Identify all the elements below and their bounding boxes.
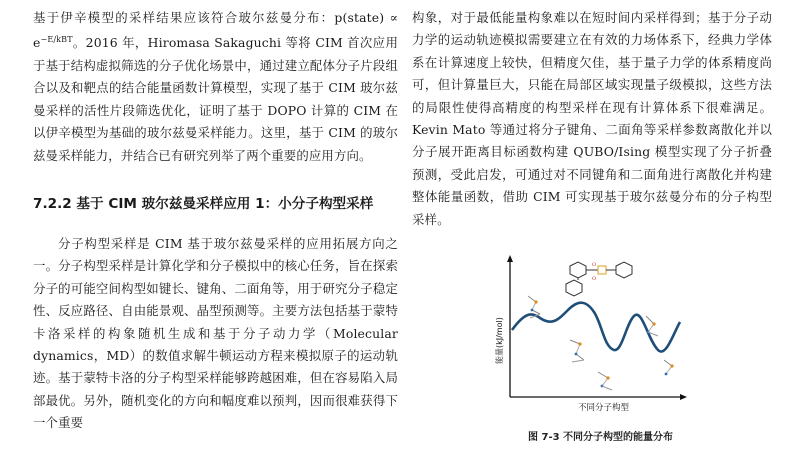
energy-figure xyxy=(470,252,690,412)
x-axis-arrow xyxy=(680,394,687,400)
para1-rest: 。2016 年，Hiromasa Sakaguchi 等将 CIM 首次应用于基于结构虚拟筛选的分子优化场景中，通过建立配体分子片段组合以及和靶点的结合能量函数计算模型，实现了基于 CIM 玻尔兹曼采样的活性片段筛选优化，证明了基于 DOPO 计算的 CIM 在以伊辛模型为基础的玻尔兹曼采样能力。这里，基于 CIM 的玻尔兹曼采样能力，并结合已有研究列举了两个重要的应用方向。 xyxy=(33,35,398,163)
y-axis-arrow xyxy=(507,255,513,262)
molecule-structure-icon xyxy=(566,262,632,296)
y-axis-label: 能量(kJ/mol) xyxy=(495,317,504,364)
svg-text:O: O xyxy=(592,276,597,282)
x-axis-label: 不同分子构型 xyxy=(578,403,630,412)
para1-line1: 基于伊辛模型的采样结果应该符合玻尔兹曼分布：p(state) ∝ xyxy=(33,10,398,25)
section-heading: 7.2.2 基于 CIM 玻尔兹曼采样应用 1：小分子构型采样 xyxy=(33,195,374,212)
paragraph-boltzmann: 基于伊辛模型的采样结果应该符合玻尔兹曼分布：p(state) ∝ $e^{-E/kBT}$。2016 年，Hiromasa Sakaguchi 等将 CIM 首次应用于基于结构虚拟筛选的分子优化场景中，通过建立配体分子片段组合以及和靶点的结合能量函数计算模型，实现了基于 CIM 玻尔兹曼采样的活性片段筛选优化，证明了基于 DOPO 计算的 CIM 在以伊辛模型为基础的玻尔兹曼采样能力。这里，基于 CIM 的玻尔兹曼采样能力，并结合已有研究列举了两个重要的应用方向。 xyxy=(33,10,398,163)
svg-text:O: O xyxy=(592,262,597,268)
energy-curve xyxy=(512,303,680,352)
right-column xyxy=(412,0,772,231)
exponent: −E/kBT xyxy=(40,35,73,45)
paragraph-conformation: 分子构型采样是 CIM 基于玻尔兹曼采样的应用拓展方向之一。分子构型采样是计算化学和分子模拟中的核心任务，旨在探索分子的可能空间构型如键长、键角、二面角等，用于研究分子稳定性、反应路径、自由能景观、晶型预测等。主要方法包括基于蒙特卡洛采样的构象随机生成和基于分子动力学（Molecular dynamics，MD）的数值求解牛顿运动方程来模拟原子的运动轨迹。基于蒙特卡洛的分子构型采样能够跨越困难，但在容易陷入局部最优。另外，随机变化的方向和幅度难以预判，因而很难获得下一个重要 xyxy=(33,235,398,431)
figure-caption: 图 7-3 不同分子构型的能量分布 xyxy=(528,432,674,443)
left-column xyxy=(33,0,398,435)
paragraph-md-limitations: 构象，对于最低能量构象难以在短时间内采样得到；基于分子动力学的运动轨迹模拟需要建立在有效的力场体系下，经典力学体系在计算速度上较快，但精度欠佳，基于量子力学的体系精度尚可，但计算量巨大，只能在局部区域实现量子级模拟，这些方法的局限性使得高精度的构型采样在现有计算体系下很难满足。Kevin Mato 等通过将分子键角、二面角等采样参数离散化并以分子展开距离目标函数构建 QUBO/Ising 模型实现了分子折叠预测，受此启发，可通过对不同键角和二面角进行离散化并构建整体能量函数，借助 CIM 可实现基于玻尔兹曼分布的分子构型采样。 xyxy=(412,10,772,227)
